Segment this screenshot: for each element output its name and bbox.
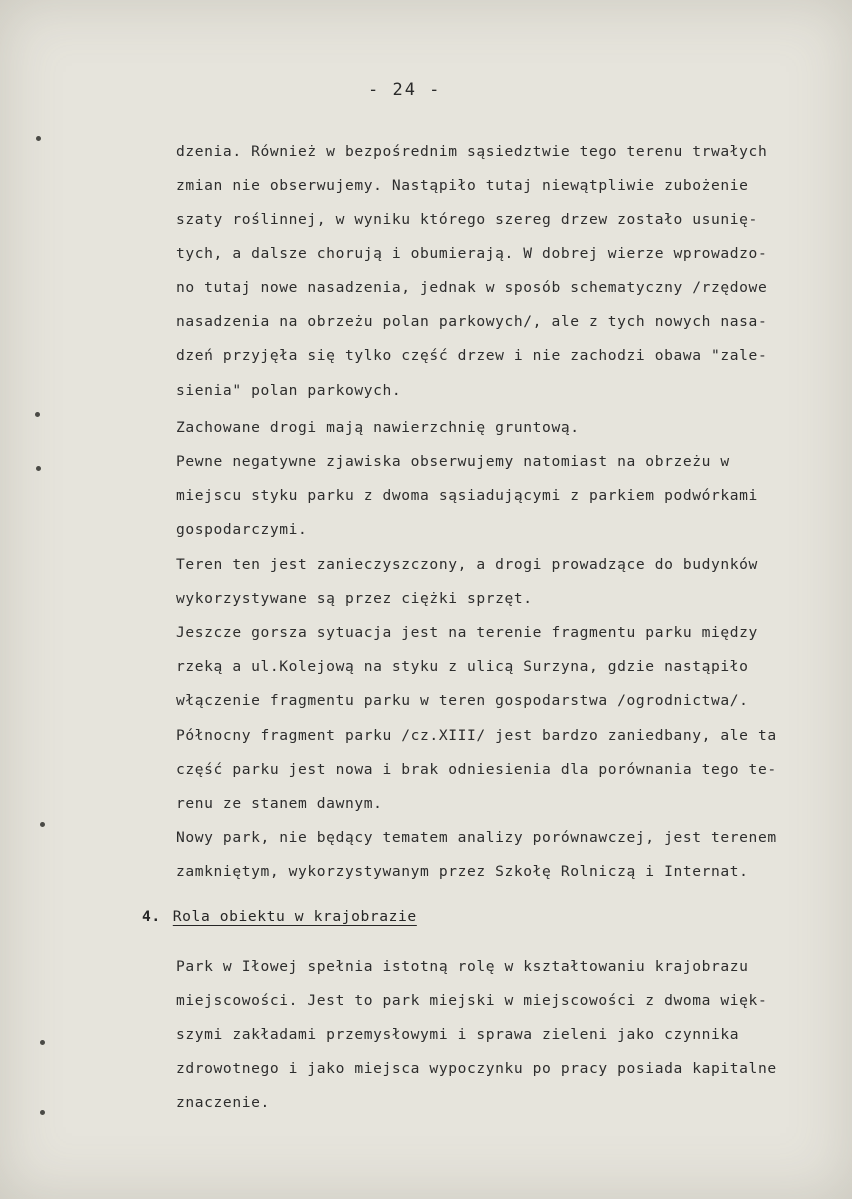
text-line: Park w Iłowej spełnia istotną rolę w kształtowaniu krajobrazu [176, 958, 749, 975]
text-line: wykorzystywane są przez ciężki sprzęt. [176, 590, 533, 607]
text-line: dzeń przyjęła się tylko część drzew i nie zachodzi obawa "zale- [176, 347, 768, 364]
text-line: no tutaj nowe nasadzenia, jednak w sposób schematyczny /rzędowe [176, 279, 768, 296]
text-line: zdrowotnego i jako miejsca wypoczynku po pracy posiada kapitalne [176, 1060, 777, 1077]
text-line: Nowy park, nie będący tematem analizy porównawczej, jest terenem [176, 829, 777, 846]
punch-hole-mark [40, 1040, 45, 1045]
text-line: Zachowane drogi mają nawierzchnię gruntową. [176, 419, 580, 436]
text-line: sienia" polan parkowych. [176, 382, 402, 399]
text-line: gospodarczymi. [176, 521, 308, 538]
text-line: Północny fragment parku /cz.XIII/ jest bardzo zaniedbany, ale ta [176, 727, 777, 744]
punch-hole-mark [36, 466, 41, 471]
text-line: miejscu styku parku z dwoma sąsiadującymi z parkiem podwórkami [176, 487, 758, 504]
text-line: miejscowości. Jest to park miejski w miejscowości z dwoma więk- [176, 992, 768, 1009]
punch-hole-mark [40, 822, 45, 827]
text-line: włączenie fragmentu parku w teren gospodarstwa /ogrodnictwa/. [176, 692, 749, 709]
text-line: szymi zakładami przemysłowymi i sprawa zieleni jako czynnika [176, 1026, 740, 1043]
page-number: - 24 - [368, 80, 442, 100]
text-line: Jeszcze gorsza sytuacja jest na terenie fragmentu parku między [176, 624, 758, 641]
punch-hole-mark [36, 136, 41, 141]
text-line: nasadzenia na obrzeżu polan parkowych/, ale z tych nowych nasa- [176, 313, 768, 330]
text-line: zamkniętym, wykorzystywanym przez Szkołę Rolniczą i Internat. [176, 863, 749, 880]
text-line: część parku jest nowa i brak odniesienia dla porównania tego te- [176, 761, 777, 778]
text-line: renu ze stanem dawnym. [176, 795, 383, 812]
text-line: rzeką a ul.Kolejową na styku z ulicą Surzyna, gdzie nastąpiło [176, 658, 749, 675]
text-line: tych, a dalsze chorują i obumierają. W dobrej wierze wprowadzo- [176, 245, 768, 262]
text-line: znaczenie. [176, 1094, 270, 1111]
text-line: szaty roślinnej, w wyniku którego szereg drzew zostało usunię- [176, 211, 758, 228]
section-number: 4. [142, 908, 161, 925]
punch-hole-mark [40, 1110, 45, 1115]
text-line: dzenia. Również w bezpośrednim sąsiedztwie tego terenu trwałych [176, 143, 768, 160]
text-line: Teren ten jest zanieczyszczony, a drogi prowadzące do budynków [176, 556, 758, 573]
punch-hole-mark [35, 412, 40, 417]
text-line: zmian nie obserwujemy. Nastąpiło tutaj niewątpliwie zubożenie [176, 177, 749, 194]
text-line: Pewne negatywne zjawiska obserwujemy natomiast na obrzeżu w [176, 453, 730, 470]
section-heading [142, 908, 417, 925]
section-title: Rola obiektu w krajobrazie [172, 908, 417, 925]
